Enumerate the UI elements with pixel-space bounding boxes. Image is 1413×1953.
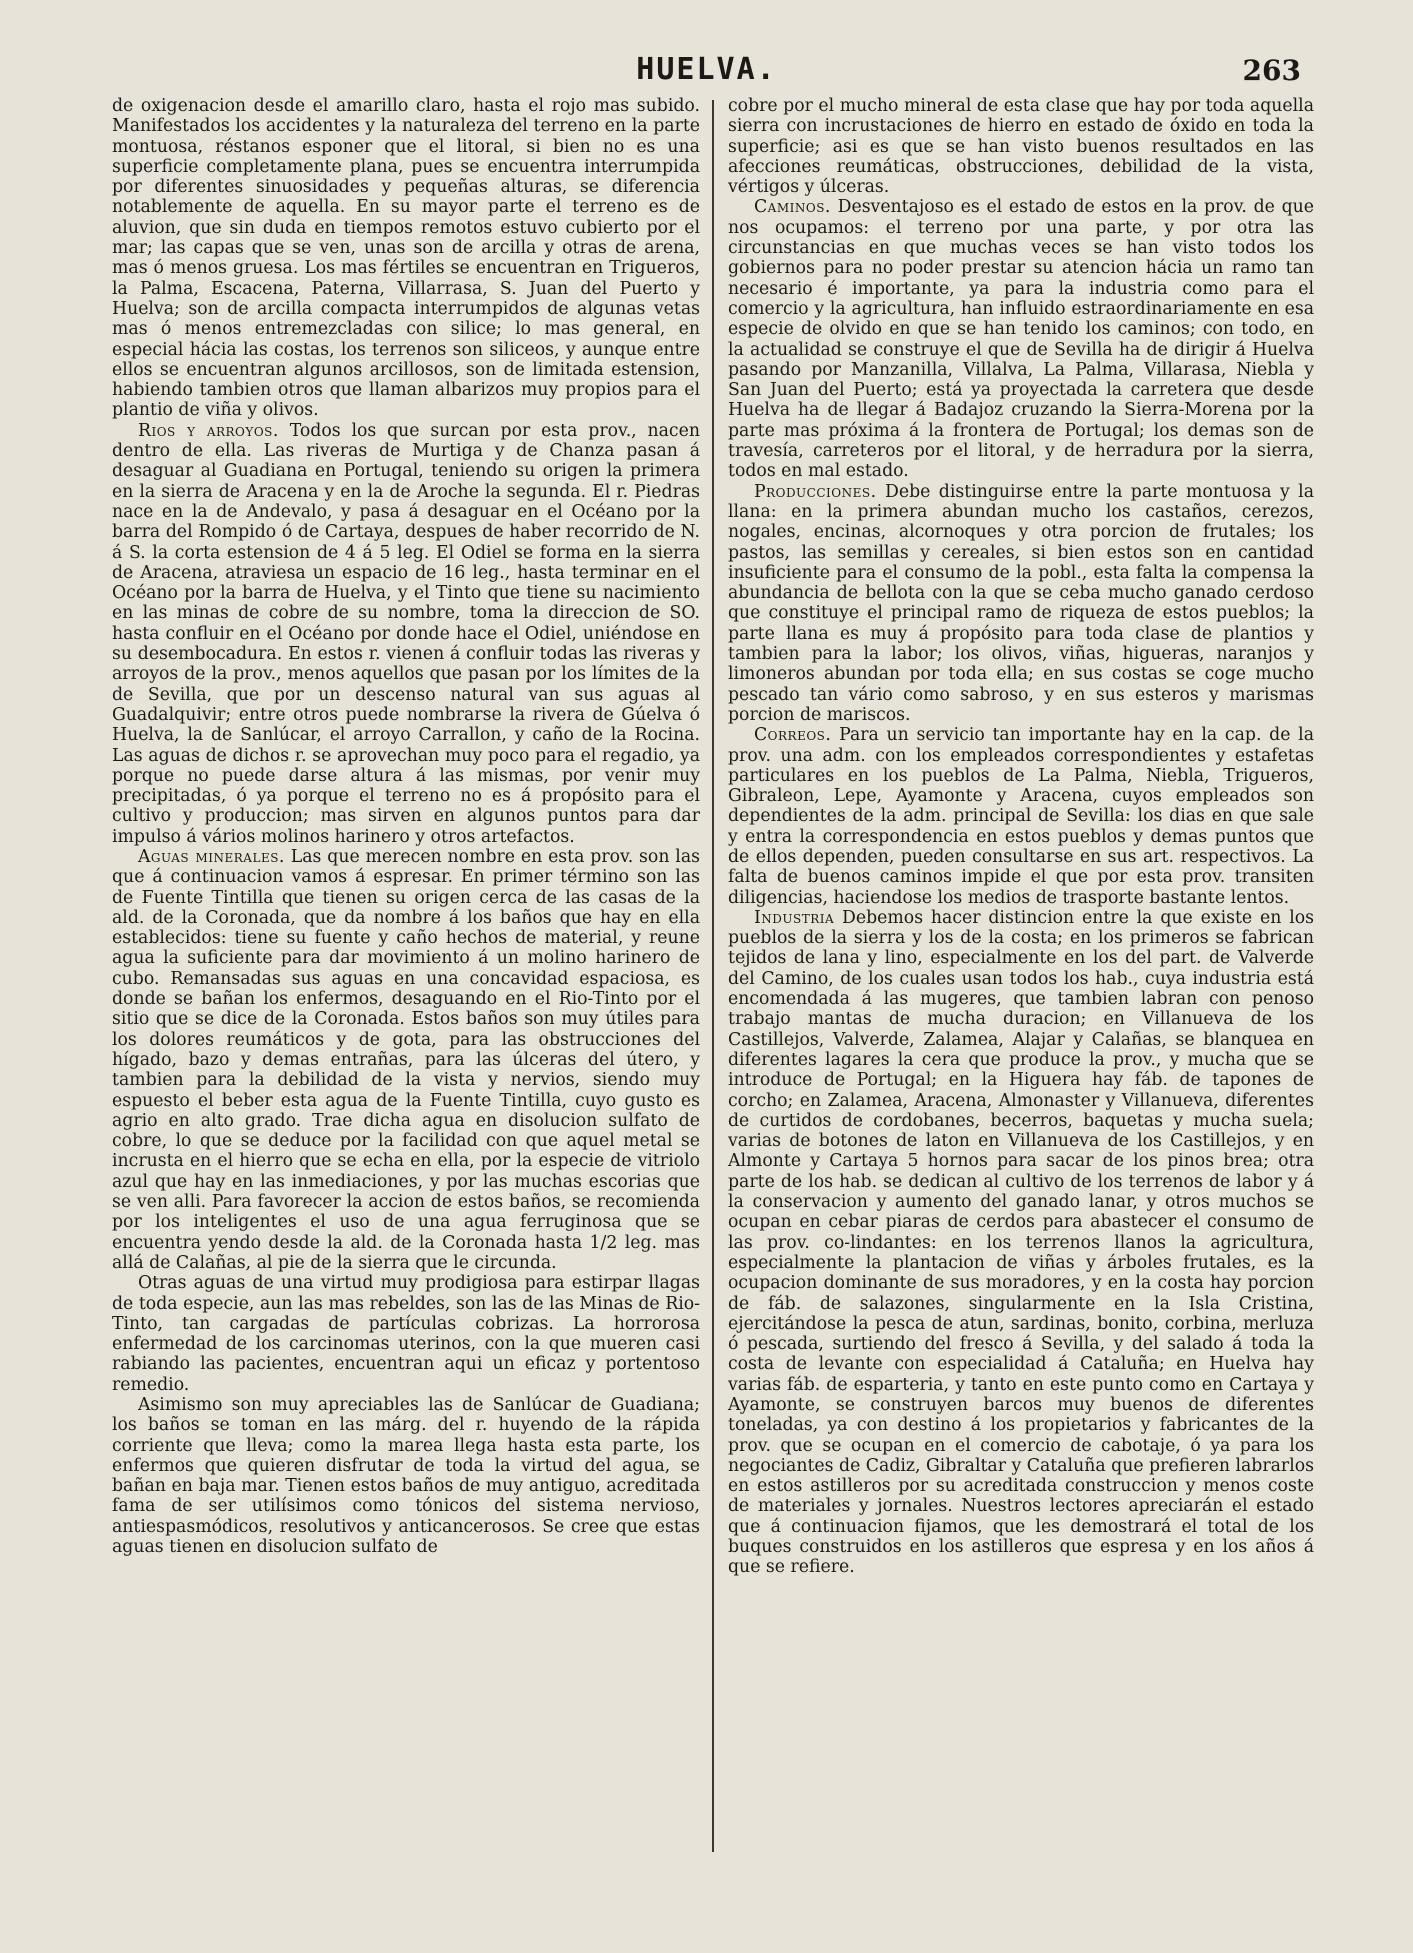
paragraph [728,482,1314,726]
paragraph [728,96,1314,197]
paragraph [112,96,700,421]
left-column [112,96,700,1557]
section-heading: Industria [753,907,835,928]
section-heading: Rios y arroyos. [137,420,279,441]
paragraph-text: de oxigenacion desde el amarillo claro, hasta el rojo mas subido. Manifestados los accidentes y la naturaleza del terreno en la parte montuosa, réstanos esponer que el litoral, si bien no es una superficie completamente plana, pues se encuentra interrumpida por diferentes sinuosidades y pequeñas alturas, se diferencia notablemente de aquella. En su mayor parte el terreno es de aluvion, que sin duda en tiempos remotos estuvo cubierto por el mar; las capas que se ven, unas son de arcilla y otras de arena, mas ó menos gruesa. Los mas fértiles se encuentran en Trigueros, la Palma, Escacena, Paterna, Villarrasa, S. Juan del Puerto y Huelva; son de arcilla compacta interrumpidos de algunas vetas mas ó menos entremezcladas con silice; lo mas general, en especial hácia las costas, los terrenos son siliceos, y aunque entre ellos se encuentran algunos arcillosos, son de limitada estension, habiendo tambien otros que llaman albarizos muy propios para el plantio de viña y olivos. [112,96,700,421]
paragraph-text: Para un servicio tan importante hay en la cap. de la prov. una adm. con los empleados correspondientes y estafetas particulares en los pueblos de La Palma, Niebla, Trigueros, Gibraleon, Lepe, Ayamonte y Aracena, cuyos empleados son dependientes de la adm. principal de Sevilla: los dias en que sale y entra la correspondencia en estos pueblos y demas puntos que de ellos dependen, pueden consultarse en sus art. respectivos. La falta de buenos caminos impide el que por esta prov. transiten diligencias, haciendose los medios de trasporte bastante lentos. [728,725,1314,908]
paragraph [112,421,700,847]
paragraph [728,197,1314,481]
paragraph [112,1395,700,1557]
paragraph [728,908,1314,1578]
section-heading: Aguas minerales. [137,846,285,867]
paragraph-text: Las que merecen nombre en esta prov. son las que á continuacion vamos á espresar. En primer término son las de Fuente Tintilla que tienen su origen cerca de las casas de la ald. de la Coronada, que da nombre á los baños que hay en ella establecidos: tiene su fuente y caño hechos de material, y reune agua la suficiente para dar movimiento á un molino harinero de cubo. Remansadas sus aguas en una concavidad espaciosa, es donde se bañan los enfermos, desaguando en el Rio-Tinto por el sitio que se dice de la Coronada. Estos baños son muy útiles para los dolores reumáticos y de gota, para las obstrucciones del hígado, bazo y demas entrañas, para las úlceras del útero, y tambien para la debilidad de la vista y nervios, siendo muy espuesto el beber esta agua de la Fuente Tintilla, cuyo gusto es agrio en alto grado. Trae dicha agua en disolucion sulfato de cobre, lo que se deduce por la facilidad con que aquel metal se incrusta en el hierro que se echa en ella, por la especie de vitriolo azul que hay en las inmediaciones, y por las muchas escorias que se ven alli. Para favorecer la accion de estos baños, se recomienda por los inteligentes el uso de una agua ferruginosa que se encuentra yendo desde la ald. de la Coronada hasta 1/2 leg. mas allá de Calañas, al pie de la sierra que le circunda. [112,846,700,1273]
paragraph [112,847,700,1273]
paragraph-text: Otras aguas de una virtud muy prodigiosa para estirpar llagas de toda especie, aun las mas rebeldes, son las de las Minas de Rio-Tinto, tan cargadas de partículas cobrizas. La horrorosa enfermedad de los carcinomas uterinos, con la que mueren casi rabiando las pacientes, encuentran aqui un eficaz y portentoso remedio. [112,1273,700,1395]
column-divider [712,100,714,1852]
right-column [728,96,1314,1578]
section-heading: Caminos. [753,197,831,218]
section-heading: Producciones. [753,481,877,502]
paragraph-text: Debe distinguirse entre la parte montuosa y la llana: en la primera abundan mucho los castaños, cerezos, nogales, encinas, alcornoques y otra porcion de frutales; los pastos, las semillas y cereales, si bien estos son en cantidad insuficiente para el consumo de la pobl., esta falta la compensa la abundancia de bellota con la que se ceba mucho ganado cerdoso que constituye el principal ramo de riqueza de estos pueblos; la parte llana es muy á propósito para toda clase de plantios y tambien para la labor; los olivos, viñas, higueras, naranjos y limoneros abundan por toda ella; en sus costas se coge mucho pescado tan vário como sabroso, y en sus esteros y marismas porcion de mariscos. [728,481,1314,725]
paragraph [112,1273,700,1395]
paragraph-text: Todos los que surcan por esta prov., nacen dentro de ella. Las riveras de Murtiga y de Chanza pasan á desaguar al Guadiana en Portugal, teniendo su origen la primera en la sierra de Aracena y en la de Aroche la segunda. El r. Piedras nace en la de Andevalo, y pasa á desaguar en el Océano por la barra del Rompido ó de Cartaya, despues de haber recorrido de N. á S. la corta estension de 4 á 5 leg. El Odiel se forma en la sierra de Aracena, atraviesa un espacio de 16 leg., hasta terminar en el Océano por la barra de Huelva, y el Tinto que tiene su nacimiento en las minas de cobre de su nombre, toma la direccion de SO. hasta confluir en el Océano por donde hace el Odiel, uniéndose en su desembocadura. En estos r. vienen á confluir todas las riveras y arroyos de la prov., menos aquellos que pasan por los límites de la de Sevilla, que por un descenso natural van sus aguas al Guadalquivir; entre otros puede nombrarse la rivera de Gúelva ó Huelva, la de Sanlúcar, el arroyo Carrallon, y caño de la Rocina. Las aguas de dichos r. se aprovechan muy poco para el regadio, ya porque no puede darse altura á las mismas, por venir muy precipitadas, ó ya porque el terreno no es á propósito para el cultivo y produccion; mas sirven en algunos puntos para dar impulso á vários molinos harinero y otros artefactos. [112,420,700,847]
running-header [0,52,1413,92]
paragraph-text: cobre por el mucho mineral de esta clase que hay por toda aquella sierra con incrustaciones de hierro en estado de óxido en toda la superficie; asi es que se han visto buenos resultados en las afecciones reumáticas, obstrucciones, debilidad de la vista, vértigos y úlceras. [728,96,1314,198]
section-heading: Correos. [753,725,832,746]
paragraph [728,725,1314,908]
paragraph-text: Desventajoso es el estado de estos en la prov. de que nos ocupamos: el terreno por una parte, y por otra las circunstancias en que muchas veces se han visto todos los gobiernos para no poder prestar su atencion hácia un ramo tan necesario é importante, ya para la industria como para el comercio y la agricultura, han influido estraordinariamente en esa especie de olvido en que se han tenido los caminos; con todo, en la actualidad se construye el que de Sevilla ha de dirigir á Huelva pasando por Manzanilla, Villalva, La Palma, Villarasa, Niebla y San Juan del Puerto; está ya proyectada la carretera que desde Huelva ha de llegar á Badajoz cruzando la Sierra-Morena por la parte mas próxima á la frontera de Portugal; los demas son de travesía, carreteros por el litoral, y de herradura por la sierra, todos en mal estado. [728,197,1314,482]
paragraph-text: Debemos hacer distincion entre la que existe en los pueblos de la sierra y los de la costa; en los primeros se fabrican tejidos de lana y lino, especialmente en los del part. de Valverde del Camino, de los cuales usan todos los hab., cuya industria está encomendada á las mugeres, que tambien labran con penoso trabajo mantas de mucha duracion; en Villanueva de los Castillejos, Valverde, Zalamea, Alajar y Calañas, se blanquea en diferentes lagares la cera que produce la prov., y mucha que se introduce de Portugal; en la Higuera hay fáb. de tapones de corcho; en Zalamea, Aracena, Almonaster y Villanueva, diferentes de curtidos de cordobanes, becerros, baquetas y mucha suela; varias de botones de laton en Villanueva de los Castillejos, y en Almonte y Cartaya 5 hornos para sacar de los pinos brea; otra parte de los hab. se dedican al cultivo de los terrenos de labor y á la conservacion y aumento del ganado lanar, y otros muchos se ocupan en cebar piaras de cerdos para abastecer el consumo de las prov. co-lindantes: en los terrenos llanos la agricultura, especialmente la plantacion de viñas y árboles frutales, es la ocupacion dominante de sus moradores, y en la costa hay porcion de fáb. de salazones, singularmente en la Isla Cristina, ejercitándose la pesca de atun, sardinas, bonito, corbina, merluza ó pescada, surtiendo del fresco á Sevilla, y del salado á toda la costa de levante con especialidad á Cataluña; en Huelva hay varias fáb. de esparteria, y tanto en este punto como en Cartaya y Ayamonte, se construyen barcos muy buenos de diferentes toneladas, ya con destino á los propietarios y fabricantes de la prov. que se ocupan en el comercio de cabotaje, ó ya para los negociantes de Cadiz, Gibraltar y Cataluña que prefieren labrarlos en estos astilleros por su acreditada construccion y menos coste de materiales y jornales. Nuestros lectores apreciarán el estado que á continuacion fijamos, que les demostrará el total de los buques construidos en los astilleros que espresa y en los años á que se refiere. [728,907,1314,1578]
page-number: 263 [1242,54,1301,87]
paragraph-text: Asimismo son muy apreciables las de Sanlúcar de Guadiana; los baños se toman en las márg. del r. huyendo de la rápida corriente que lleva; como la marea llega hasta esta parte, los enfermos que quieren disfrutar de toda la virtud del agua, se bañan en baja mar. Tienen estos baños de muy antiguo, acreditada fama de ser utilísimos como tónicos del sistema nervioso, antiespasmódicos, resolutivos y anticancerosos. Se cree que estas aguas tienen en disolucion sulfato de [112,1395,700,1558]
page-title: HUELVA. [636,52,777,87]
